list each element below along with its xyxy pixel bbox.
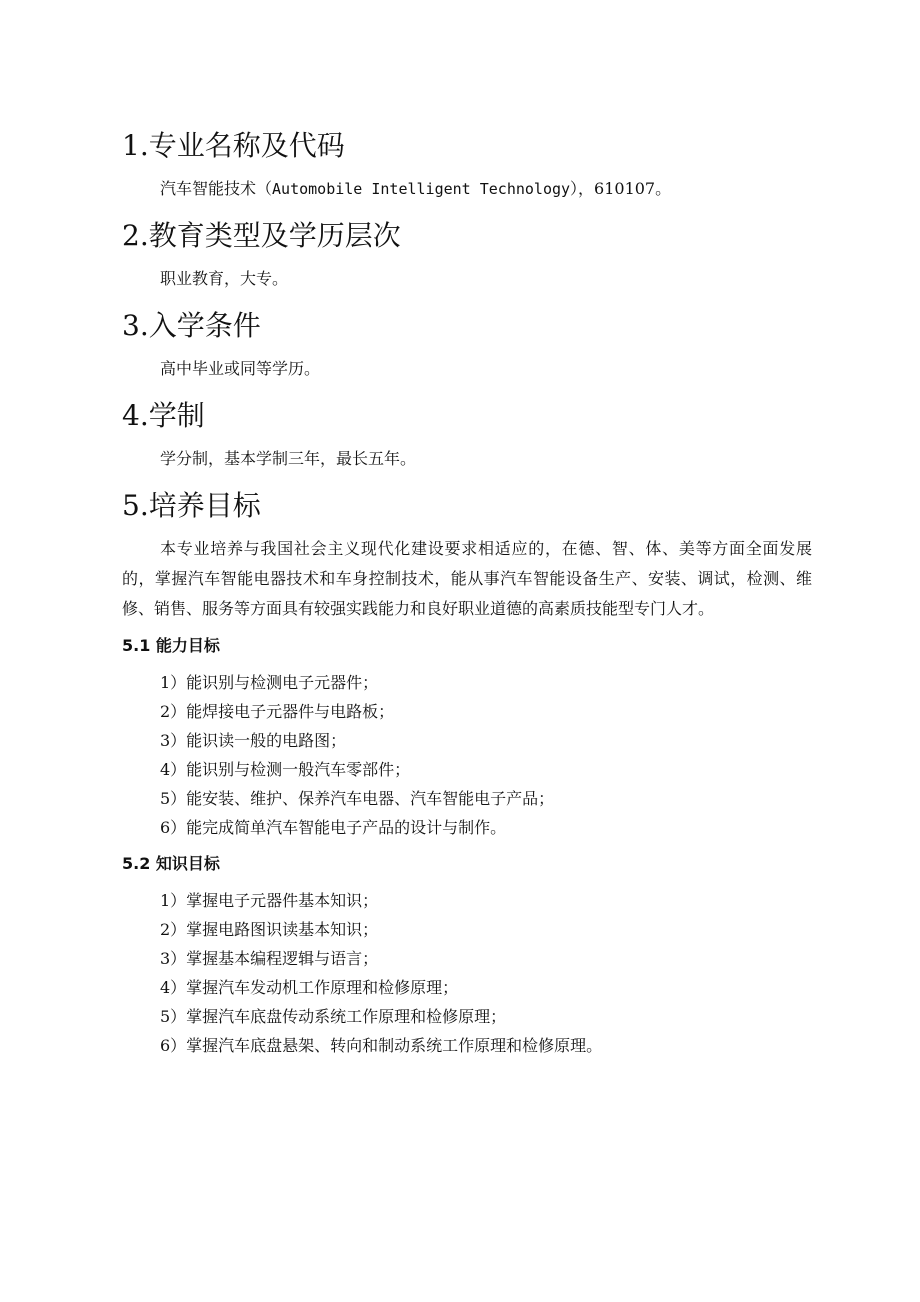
section-heading-1: 1.专业名称及代码 xyxy=(122,129,345,162)
list-item: 3）能识读一般的电路图； xyxy=(160,731,347,750)
knowledge-goals-heading: 5.2 知识目标 xyxy=(122,854,220,873)
ability-goals-list xyxy=(122,668,812,842)
list-item: 5）掌握汽车底盘传动系统工作原理和检修原理； xyxy=(160,1007,507,1026)
list-item: 4）能识别与检测一般汽车零部件； xyxy=(160,760,411,779)
major-code: ），610107。 xyxy=(570,179,672,198)
section-heading-3: 3.入学条件 xyxy=(122,309,261,342)
training-goal-paragraph: 本专业培养与我国社会主义现代化建设要求相适应的，在德、智、体、美等方面全面发展的，掌握汽车智能电器技术和车身控制技术，能从事汽车智能设备生产、安装、调试，检测、维修、销售、服务等方面具有较强实践能力和良好职业道德的高素质技能型专门人才。 xyxy=(122,539,812,618)
list-item: 4）掌握汽车发动机工作原理和检修原理； xyxy=(160,978,459,997)
major-name-paragraph xyxy=(122,174,812,204)
ability-goals-heading: 5.1 能力目标 xyxy=(122,636,220,655)
education-type-paragraph: 职业教育，大专。 xyxy=(160,269,289,288)
list-item: 3）掌握基本编程逻辑与语言； xyxy=(160,949,379,968)
list-item: 2）能焊接电子元器件与电路板； xyxy=(160,702,395,721)
major-name-en: Automobile Intelligent Technology xyxy=(272,180,571,198)
section-heading-2: 2.教育类型及学历层次 xyxy=(122,219,401,252)
list-item: 5）能安装、维护、保养汽车电器、汽车智能电子产品； xyxy=(160,789,555,808)
major-name-cn: 汽车智能技术（ xyxy=(160,179,273,198)
document-page xyxy=(122,122,812,1060)
section-heading-4: 4.学制 xyxy=(122,399,205,432)
list-item: 2）掌握电路图识读基本知识； xyxy=(160,920,379,939)
list-item: 1）能识别与检测电子元器件； xyxy=(160,673,379,692)
list-item: 6）能完成简单汽车智能电子产品的设计与制作。 xyxy=(160,818,507,837)
list-item: 1）掌握电子元器件基本知识； xyxy=(160,891,379,910)
duration-paragraph: 学分制，基本学制三年，最长五年。 xyxy=(160,449,417,468)
list-item: 6）掌握汽车底盘悬架、转向和制动系统工作原理和检修原理。 xyxy=(160,1036,603,1055)
admission-paragraph: 高中毕业或同等学历。 xyxy=(160,359,321,378)
knowledge-goals-list xyxy=(122,886,812,1060)
section-heading-5: 5.培养目标 xyxy=(122,489,261,522)
